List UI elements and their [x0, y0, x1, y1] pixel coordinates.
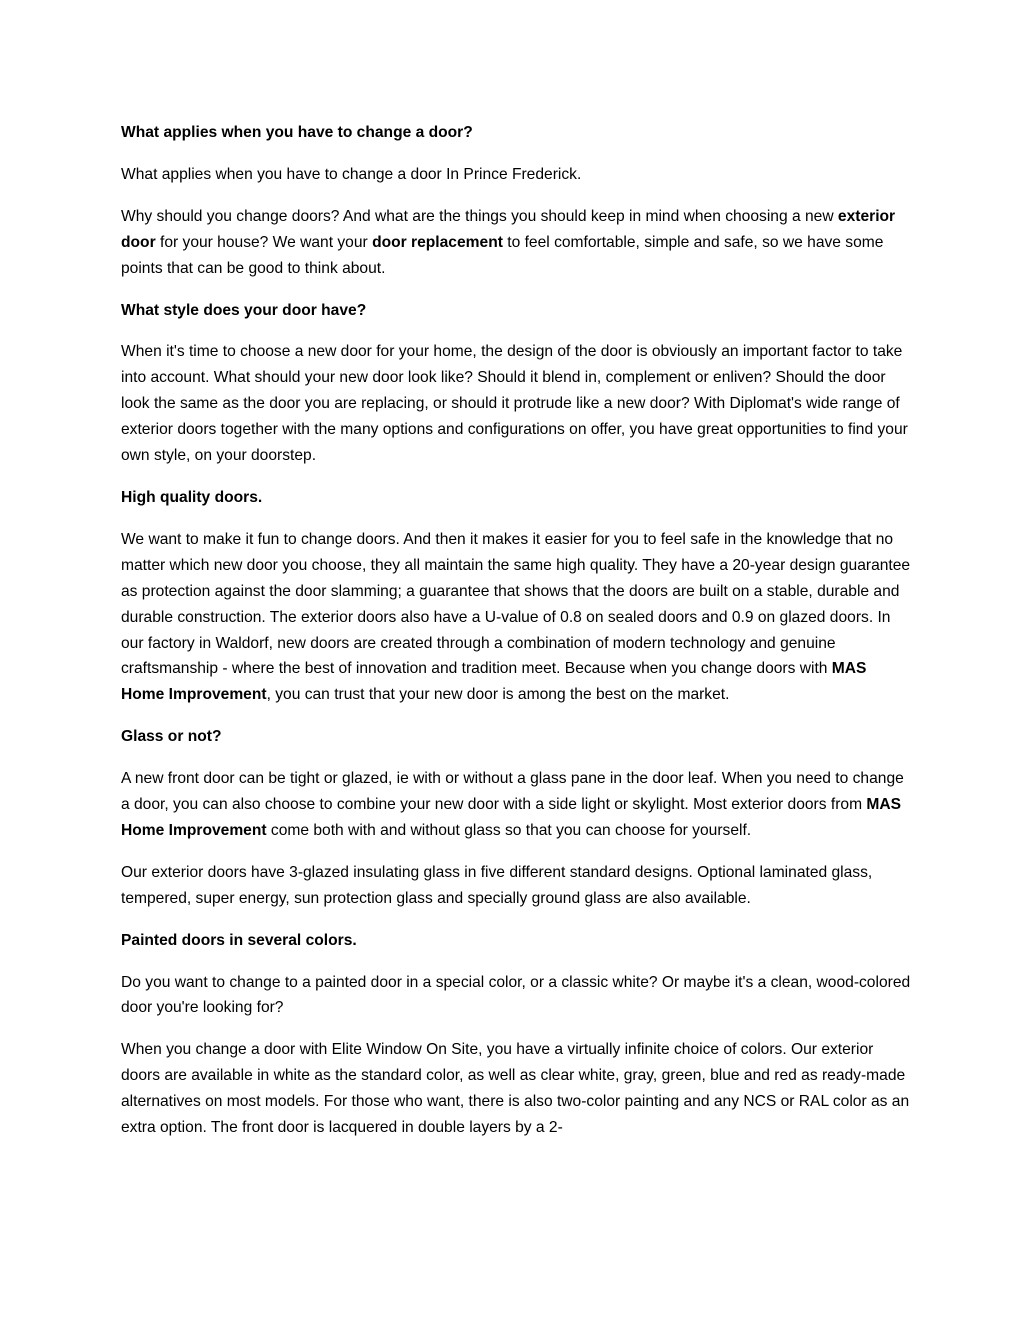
text-run: , you can trust that your new door is among the best on the market. — [266, 686, 730, 704]
text-run: Why should you change doors? And what are the things you should keep in mind when choosing a new — [121, 207, 838, 225]
intro-paragraph: What applies when you have to change a door In Prince Frederick. — [121, 165, 582, 183]
style-paragraph: When it's time to choose a new door for your home, the design of the door is obviously an important factor to take into account. What should your new door look like? Should it blend in, complement or enliven? Should the door look the same as the door you are replacing, or should it protrude like a new door? With Diplomat's wide range of exterior doors together with the many options and configurations on offer, you have great opportunities to find your own style, on your doorstep. — [121, 343, 908, 465]
painted-paragraph-2: When you change a door with Elite Window On Site, you have a virtually infinite choice of colors. Our exterior doors are available in white as the standard color, as well as clear white, gray, green, blue and red as ready-made alternatives on most models. For those who want, there is also two-color painting and any NCS or RAL color as an extra option. The front door is lacquered in double layers by a 2- — [121, 1041, 910, 1137]
quality-heading: High quality doors. — [121, 488, 263, 506]
bold-company-name: MAS Home Improvement — [121, 796, 902, 839]
glass-heading: Glass or not? — [121, 728, 222, 746]
quality-paragraph — [121, 527, 911, 708]
glass-paragraph-2: Our exterior doors have 3-glazed insulating glass in five different standard designs. Optional laminated glass, tempered, super energy, sun protection glass and specially ground glass are also available. — [121, 863, 873, 907]
bold-company-name: MAS Home Improvement — [121, 660, 867, 704]
document-page — [121, 120, 911, 1157]
painted-heading: Painted doors in several colors. — [121, 931, 357, 949]
glass-paragraph-1 — [121, 766, 911, 844]
document-title: What applies when you have to change a door? — [121, 124, 473, 141]
text-run: come both with and without glass so that you can choose for yourself. — [266, 821, 752, 839]
text-run: to feel comfortable, simple and safe, so we have some points that can be good to think about. — [121, 233, 884, 277]
text-run: for your house? We want your — [155, 233, 373, 251]
bold-exterior-door: exterior door — [121, 207, 896, 251]
text-run: A new front door can be tight or glazed, ie with or without a glass pane in the door leaf. When you need to change a door, you can also choose to combine your new door with a side light or skylight. Most exterior doors from — [121, 770, 904, 814]
style-heading: What style does your door have? — [121, 301, 367, 319]
painted-paragraph-1: Do you want to change to a painted door in a special color, or a classic white? Or maybe it's a clean, wood-colored door you're looking for? — [121, 973, 911, 1017]
text-run: We want to make it fun to change doors. And then it makes it easier for you to feel safe in the knowledge that no matter which new door you choose, they all maintain the same high quality. They have a 20-year design guarantee as protection against the door slamming; a guarantee that shows that the doors are built on a stable, durable and durable construction. The exterior doors also have a U-value of 0.8 on sealed doors and 0.9 on glazed doors. In our factory in Waldorf, new doors are created through a combination of modern technology and genuine craftsmanship - where the best of innovation and tradition meet. Because when you change doors with — [121, 530, 911, 678]
why-change-paragraph — [121, 204, 911, 282]
bold-door-replacement: door replacement — [372, 233, 503, 251]
